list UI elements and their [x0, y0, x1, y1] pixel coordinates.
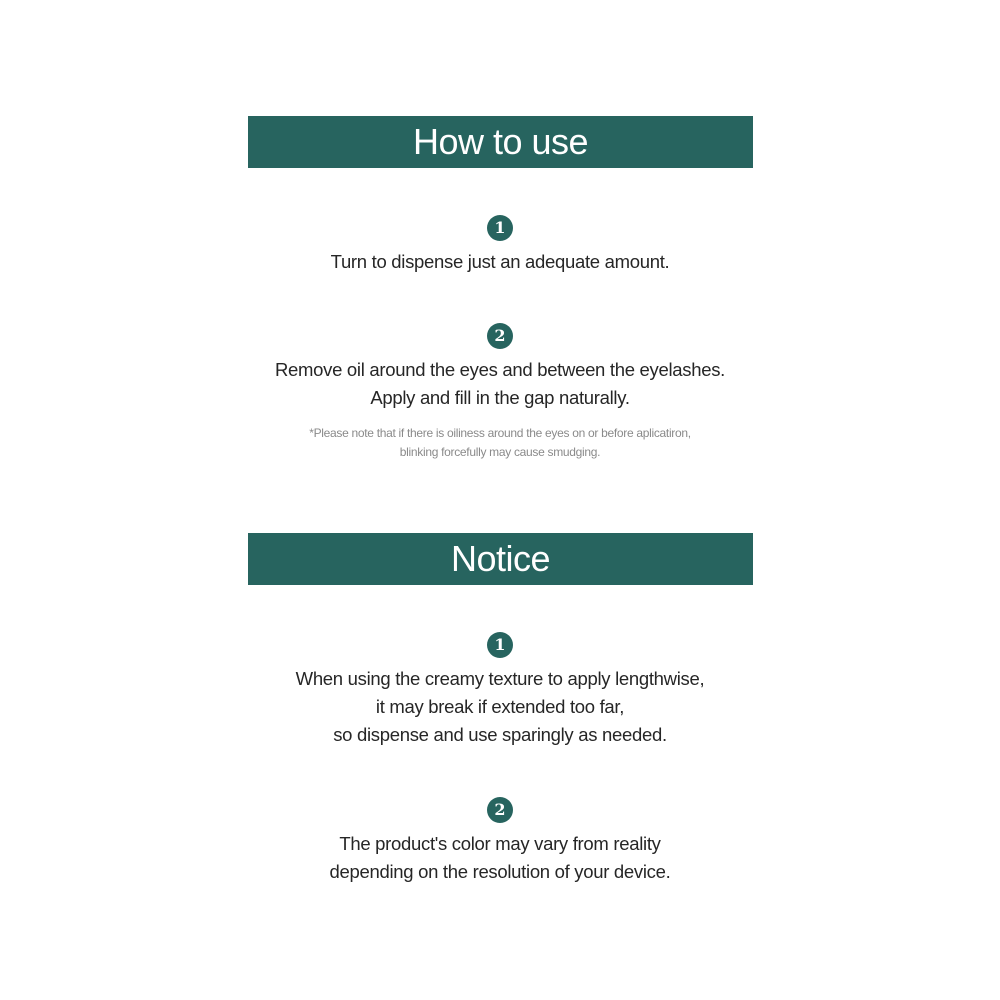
how-to-use-step-2-note: [150, 424, 850, 462]
step-text-line: so dispense and use sparingly as needed.: [333, 724, 667, 745]
step-text-line: The product's color may vary from reality: [339, 833, 661, 854]
how-to-use-banner: [248, 116, 753, 168]
notice-title: Notice: [450, 538, 551, 579]
notice-step-2-badge: 2: [487, 797, 513, 823]
how-to-use-title: How to use: [412, 121, 589, 162]
step-text-line: Turn to dispense just an adequate amount.: [330, 251, 670, 272]
how-to-use-step-1-text: [150, 248, 850, 276]
how-to-use-step-2-text: [150, 356, 850, 412]
step-text-line: Apply and fill in the gap naturally.: [370, 387, 630, 408]
step-text-line: Remove oil around the eyes and between the eyelashes.: [275, 359, 725, 380]
notice-step-1-badge: 1: [487, 632, 513, 658]
note-line: blinking forcefully may cause smudging.: [399, 445, 601, 459]
step-text-line: When using the creamy texture to apply lengthwise,: [295, 668, 705, 689]
step-text-line: depending on the resolution of your device.: [329, 861, 671, 882]
notice-step-2-text: [150, 830, 850, 886]
how-to-use-step-2-badge: 2: [487, 323, 513, 349]
notice-banner: [248, 533, 753, 585]
note-line: *Please note that if there is oiliness around the eyes on or before aplicatiron,: [309, 426, 691, 440]
notice-step-1-text: [150, 665, 850, 749]
step-text-line: it may break if extended too far,: [375, 696, 625, 717]
how-to-use-step-1-badge: 1: [487, 215, 513, 241]
